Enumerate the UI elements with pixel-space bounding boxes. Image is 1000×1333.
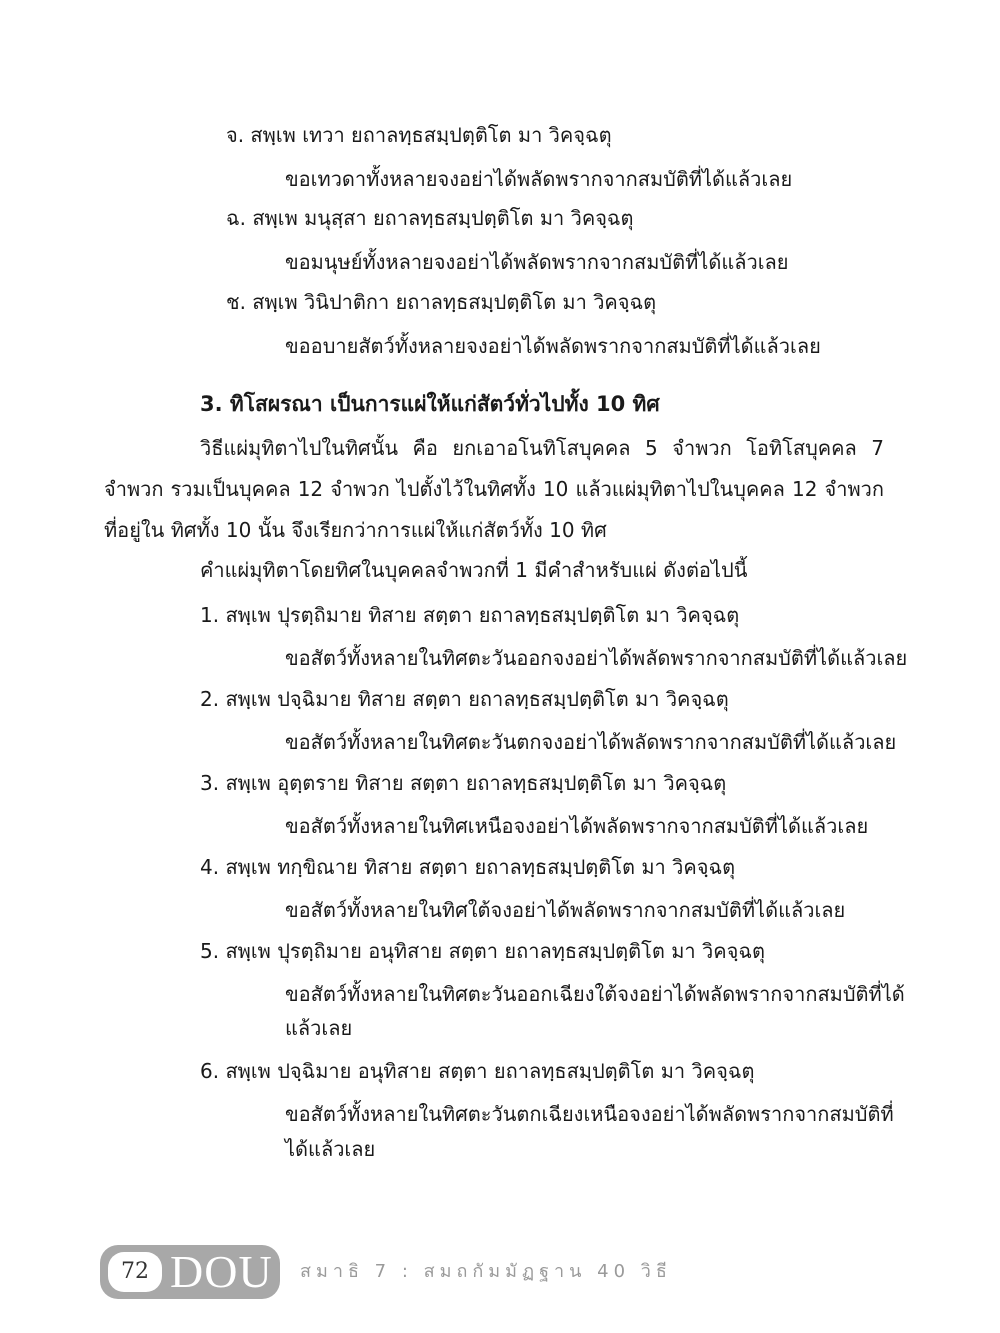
direction-item-6-thai-line-1: ขอสัตว์ทั้งหลายในทิศตะวันตกเฉียงเหนือจงอย่าได้พลัดพรากจากสมบัติที่ [285, 1102, 894, 1126]
direction-item-4-thai: ขอสัตว์ทั้งหลายในทิศใต้จงอย่าได้พลัดพรากจากสมบัติที่ได้แล้วเลย [285, 898, 846, 922]
section-paragraph [104, 428, 884, 551]
section-paragraph-text: วิธีแผ่มุทิตาไปในทิศนั้น คือ ยกเอาอโนทิโสบุคคล 5 จำพวก โอทิโสบุคคล 7 จำพวก รวมเป็นบุคคล 12 จำพวก ไปตั้งไว้ในทิศทั้ง 10 แล้วแผ่มุทิตาไปในบุคคล 12 จำพวกที่อยู่ใน ทิศทั้ง 10 นั้น จึงเรียกว่าการแผ่ให้แก่สัตว์ทั้ง 10 ทิศ [104, 436, 884, 542]
page-number: 72 [108, 1252, 162, 1292]
direction-item-5-pali: 5. สพฺเพ ปุรตฺถิมาย อนุทิสาย สตฺตา ยถาลทฺธสมฺปตฺติโต มา วิคจฺฉตุ [200, 939, 765, 963]
direction-item-3-pali: 3. สพฺเพ อุตฺตราย ทิสาย สตฺตา ยถาลทฺธสมฺปตฺติโต มา วิคจฺฉตุ [200, 771, 727, 795]
list-item-cho-thai: ขอเทวดาทั้งหลายจงอย่าได้พลัดพรากจากสมบัติที่ได้แล้วเลย [285, 167, 793, 191]
direction-item-2-thai: ขอสัตว์ทั้งหลายในทิศตะวันตกจงอย่าได้พลัดพรากจากสมบัติที่ได้แล้วเลย [285, 730, 897, 754]
direction-item-2-pali: 2. สพฺเพ ปจฺฉิมาย ทิสาย สตฺตา ยถาลทฺธสมฺปตฺติโต มา วิคจฺฉตุ [200, 687, 729, 711]
direction-item-3-thai: ขอสัตว์ทั้งหลายในทิศเหนือจงอย่าได้พลัดพรากจากสมบัติที่ได้แล้วเลย [285, 814, 869, 838]
direction-item-6-thai-line-2: ได้แล้วเลย [285, 1137, 376, 1161]
dou-logo: DOU [170, 1246, 273, 1297]
list-item-chor-thai: ขอมนุษย์ทั้งหลายจงอย่าได้พลัดพรากจากสมบัติที่ได้แล้วเลย [285, 250, 789, 274]
direction-item-6-pali: 6. สพฺเพ ปจฺฉิมาย อนุทิสาย สตฺตา ยถาลทฺธสมฺปตฺติโต มา วิคจฺฉตุ [200, 1059, 755, 1083]
list-item-chor-pali: ฉ. สพฺเพ มนุสฺสา ยถาลทฺธสมฺปตฺติโต มา วิคจฺฉตุ [226, 206, 634, 230]
section-intro: คำแผ่มุทิตาโดยทิศในบุคคลจำพวกที่ 1 มีคำสำหรับแผ่ ดังต่อไปนี้ [200, 558, 748, 582]
section-heading: 3. ทิโสผรณา เป็นการแผ่ให้แก่สัตว์ทั่วไปทั้ง 10 ทิศ [200, 392, 660, 416]
list-item-cho-pali: จ. สพฺเพ เทวา ยถาลทฺธสมฺปตฺติโต มา วิคจฺฉตุ [226, 123, 612, 147]
direction-item-5-thai-line-1: ขอสัตว์ทั้งหลายในทิศตะวันออกเฉียงใต้จงอย่าได้พลัดพรากจากสมบัติที่ได้ [285, 982, 905, 1006]
direction-item-4-pali: 4. สพฺเพ ทกฺขิณาย ทิสาย สตฺตา ยถาลทฺธสมฺปตฺติโต มา วิคจฺฉตุ [200, 855, 736, 879]
direction-item-1-thai: ขอสัตว์ทั้งหลายในทิศตะวันออกจงอย่าได้พลัดพรากจากสมบัติที่ได้แล้วเลย [285, 646, 908, 670]
list-item-chorchang-thai: ขออบายสัตว์ทั้งหลายจงอย่าได้พลัดพรากจากสมบัติที่ได้แล้วเลย [285, 334, 821, 358]
direction-item-1-pali: 1. สพฺเพ ปุรตฺถิมาย ทิสาย สตฺตา ยถาลทฺธสมฺปตฺติโต มา วิคจฺฉตุ [200, 603, 740, 627]
book-title: สมาธิ 7 : สมถกัมมัฏฐาน 40 วิธี [300, 1261, 672, 1282]
list-item-chorchang-pali: ช. สพฺเพ วินิปาติกา ยถาลทฺธสมฺปตฺติโต มา วิคจฺฉตุ [226, 290, 657, 314]
direction-item-5-thai-line-2: แล้วเลย [285, 1016, 353, 1040]
